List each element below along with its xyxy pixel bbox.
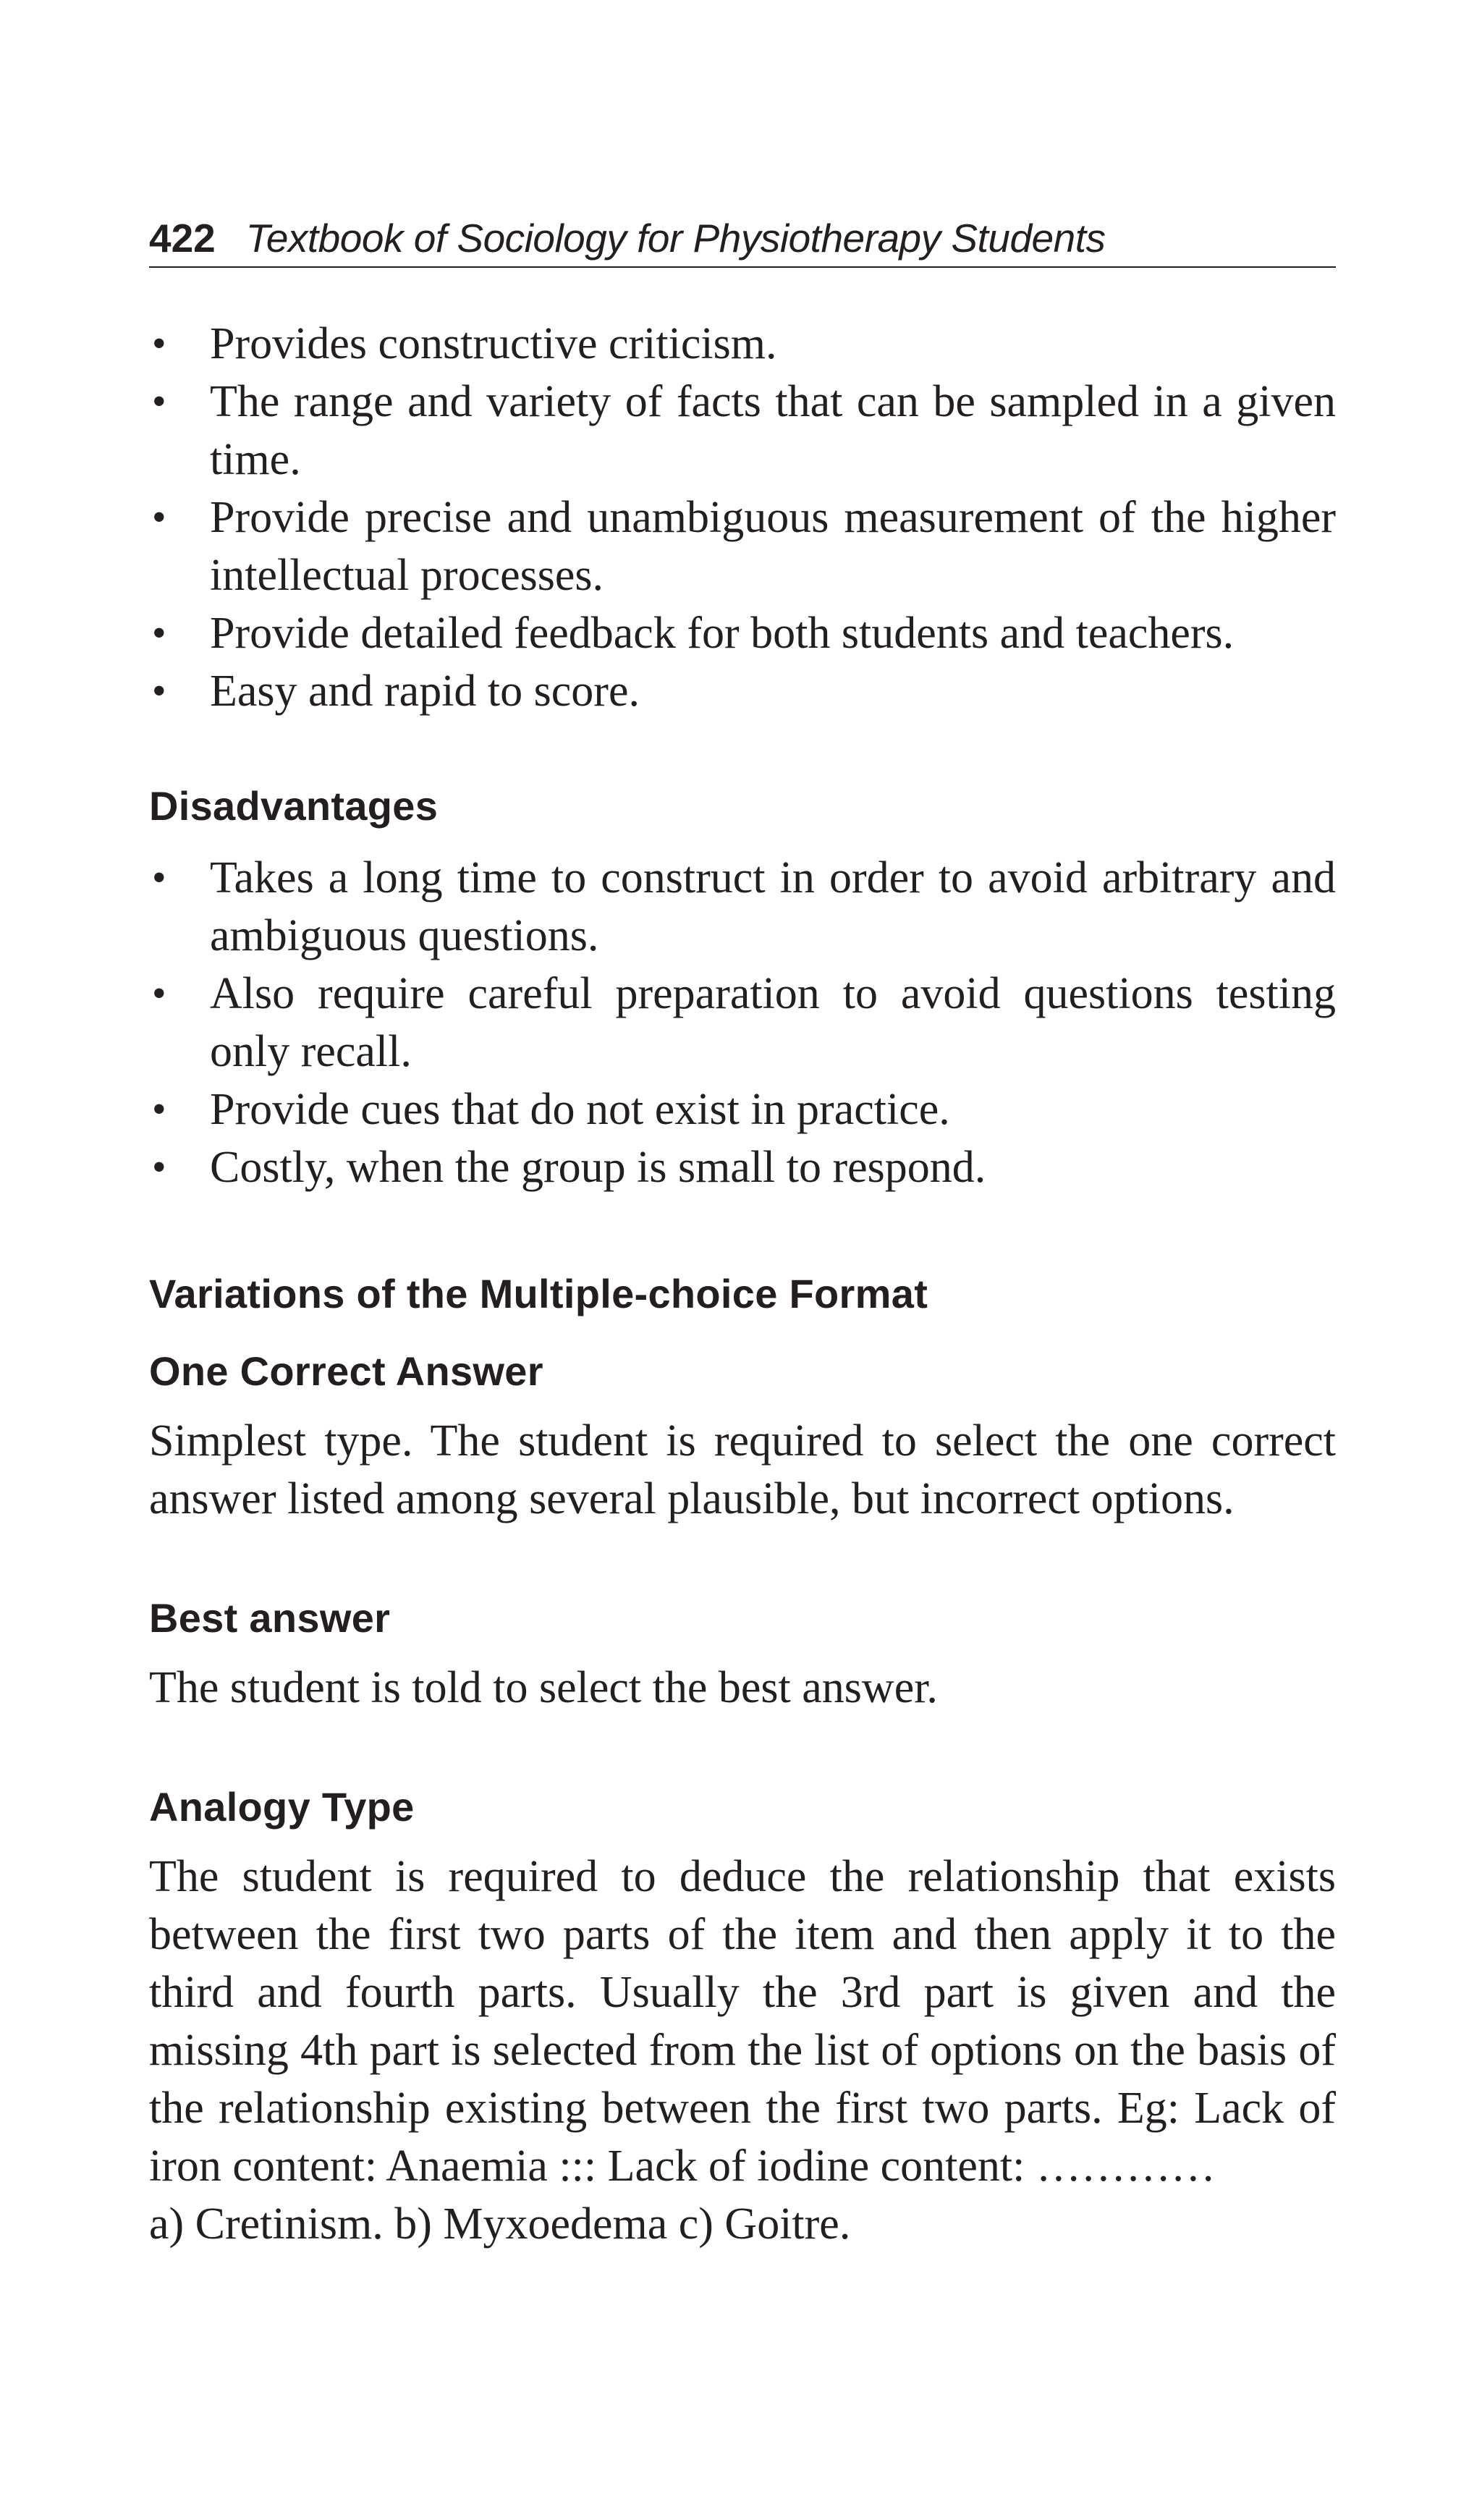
list-item: • Takes a long time to construct in order to avoid arbitrary and ambiguous questions.: [149, 849, 1336, 965]
best-answer-text: The student is told to select the best answer.: [149, 1663, 938, 1712]
analogy-type-heading: Analogy Type: [149, 1784, 415, 1830]
running-head: [149, 210, 1336, 268]
bullet-icon: •: [152, 1145, 166, 1190]
list-item: • Provide cues that do not exist in practice.: [149, 1081, 1336, 1138]
bullet-icon: •: [152, 495, 166, 540]
bullet-icon: •: [152, 1087, 166, 1132]
bullet-icon: •: [152, 855, 166, 900]
disadvantages-heading: Disadvantages: [149, 783, 439, 829]
page-number: 422: [149, 216, 216, 261]
list-item: • Also require careful preparation to avoid questions testing only recall.: [149, 965, 1336, 1081]
bullet-icon: •: [152, 971, 166, 1016]
page-content: [149, 315, 1336, 2253]
list-item: • Easy and rapid to score.: [149, 662, 1336, 720]
list-item: • The range and variety of facts that can be sampled in a given time.: [149, 373, 1336, 489]
analogy-type-text: The student is required to deduce the relationship that exists between the first two parts of the item and then apply it to the third and fourth parts. Usually the 3rd part is given and the missing 4th part is selected from the list of options on the basis of the relationship existing between the first two parts. Eg: Lack of iron content: Anaemia ::: Lack of iodine content: …………: [149, 1852, 1336, 2191]
advantages-list: [149, 315, 1336, 720]
bullet-icon: •: [152, 379, 166, 424]
list-item: • Provides constructive criticism.: [149, 315, 1336, 373]
one-correct-answer-text: Simplest type. The student is required to select the one correct answer listed among several plausible, but incorrect options.: [149, 1416, 1336, 1523]
variations-heading: Variations of the Multiple-choice Format: [149, 1271, 928, 1316]
bullet-icon: •: [152, 669, 166, 714]
bullet-icon: •: [152, 321, 166, 366]
book-page: [149, 0, 1336, 2520]
one-correct-answer-heading: One Correct Answer: [149, 1348, 543, 1394]
list-item: • Provide detailed feedback for both students and teachers.: [149, 604, 1336, 662]
book-title: Textbook of Sociology for Physiotherapy Students: [245, 216, 1106, 261]
best-answer-heading: Best answer: [149, 1595, 391, 1641]
disadvantages-list: [149, 849, 1336, 1196]
list-item: • Costly, when the group is small to respond.: [149, 1138, 1336, 1196]
analogy-options: a) Cretinism. b) Myxoedema c) Goitre.: [149, 2199, 851, 2249]
bullet-icon: •: [152, 611, 166, 656]
list-item: • Provide precise and unambiguous measurement of the higher intellectual processes.: [149, 489, 1336, 604]
